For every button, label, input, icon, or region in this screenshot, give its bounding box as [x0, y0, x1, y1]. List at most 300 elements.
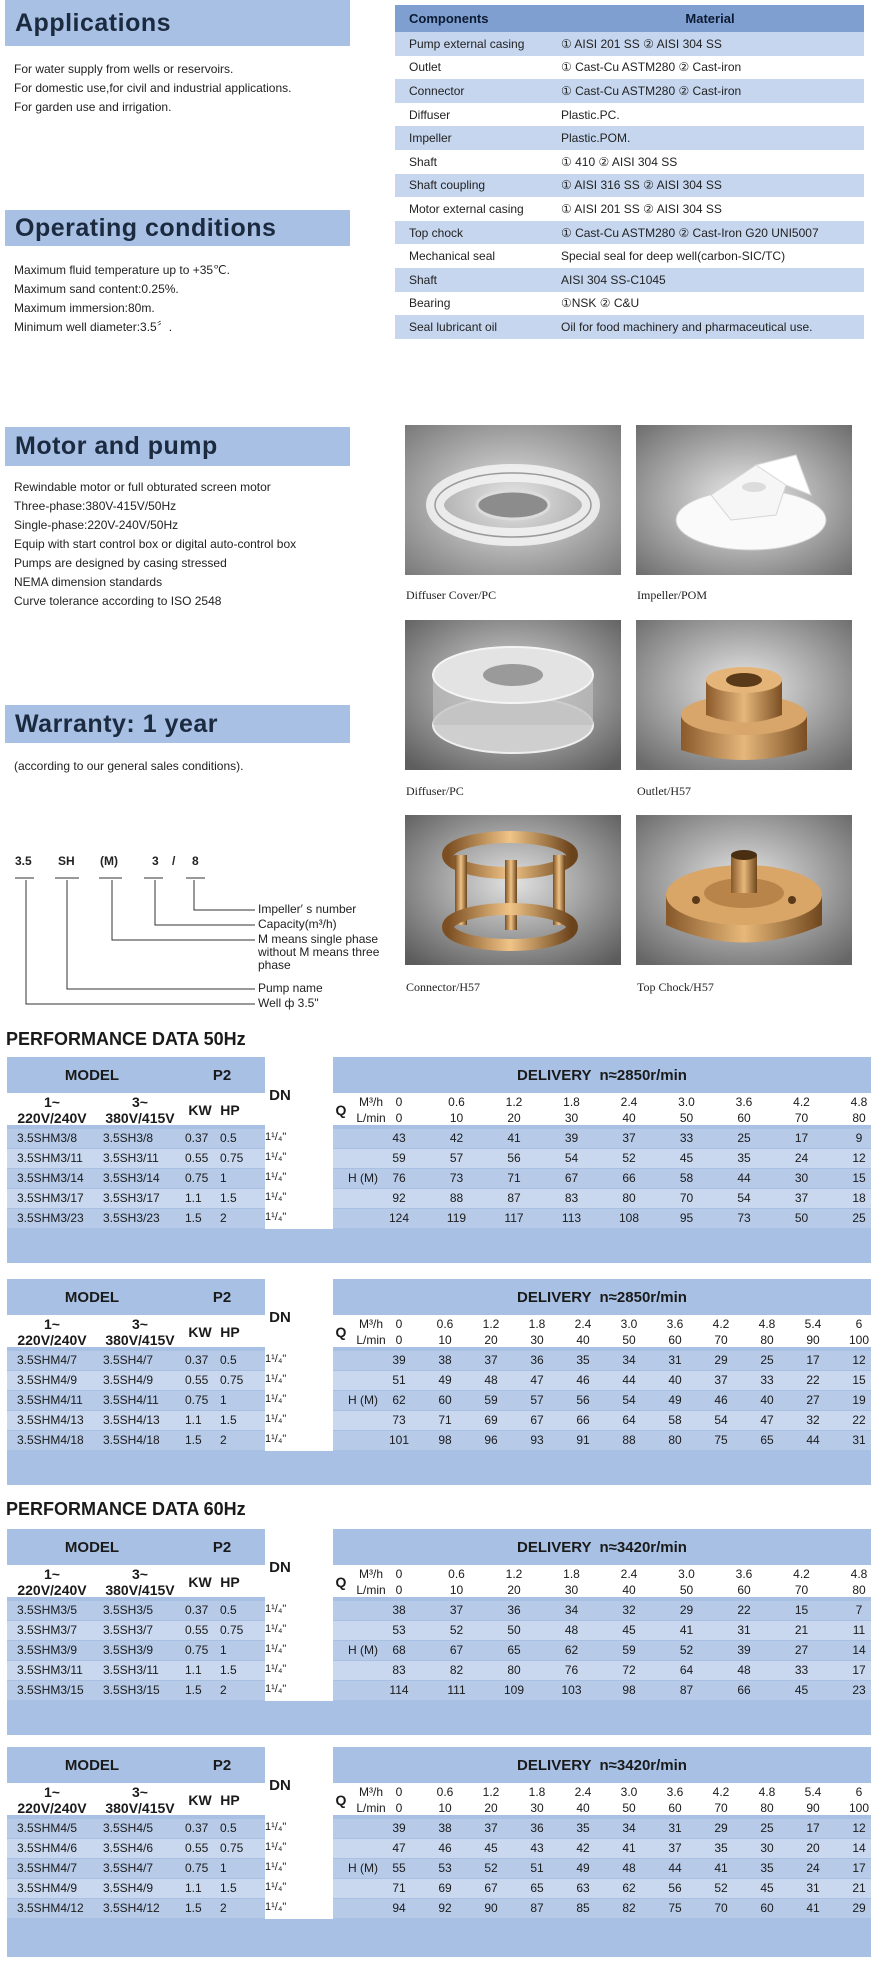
head-value: 38: [438, 1821, 452, 1835]
dn-value: 1¹/₄": [265, 1151, 287, 1163]
q-lmin-value: 90: [806, 1333, 820, 1347]
q-lmin-value: 50: [622, 1801, 636, 1815]
q-lmin-value: 30: [530, 1333, 544, 1347]
components-row: [395, 103, 864, 127]
head-value: 64: [622, 1413, 636, 1427]
head-value: 54: [714, 1413, 728, 1427]
head-value: 41: [622, 1841, 636, 1855]
head-value: 31: [806, 1881, 820, 1895]
kw-label: KW: [188, 1792, 212, 1808]
photo-caption: Impeller/POM: [637, 588, 707, 602]
head-value: 15: [852, 1171, 866, 1185]
head-value: 44: [622, 1373, 636, 1387]
head-value: 48: [564, 1623, 579, 1637]
head-value: 19: [852, 1393, 866, 1407]
head-value: 25: [737, 1131, 751, 1145]
dn-value: 1¹/₄": [265, 1171, 287, 1183]
head-value: 67: [530, 1413, 544, 1427]
phase-3-label: 3~: [132, 1316, 148, 1332]
head-value: 49: [576, 1861, 590, 1875]
kw-value: 1.5: [185, 1901, 202, 1915]
voltage-3-label: 380V/415V: [105, 1332, 175, 1348]
q-lmin-value: 80: [852, 1111, 866, 1125]
q-m3h-value: 1.2: [482, 1317, 500, 1331]
kw-value: 0.55: [185, 1623, 209, 1637]
head-value: 37: [668, 1841, 682, 1855]
code-legend-phase: M means single phase: [258, 932, 379, 946]
components-row: [395, 150, 864, 174]
applications-title: Applications: [5, 0, 350, 46]
m3h-label: M³/h: [359, 1567, 383, 1581]
components-header: [395, 5, 864, 32]
components-row: [395, 244, 864, 268]
delivery-header: [333, 1289, 871, 1306]
q-m3h-value: 3.6: [735, 1567, 753, 1581]
head-value: 103: [561, 1683, 582, 1697]
q-m3h-value: 1.8: [563, 1095, 580, 1109]
head-value: 17: [806, 1821, 820, 1835]
head-value: 54: [622, 1393, 636, 1407]
head-value: 108: [618, 1211, 640, 1225]
hp-value: 2: [220, 1433, 227, 1447]
head-label: H (M): [348, 1643, 378, 1657]
q-lmin-value: 80: [760, 1333, 774, 1347]
head-value: 25: [760, 1821, 774, 1835]
head-value: 52: [679, 1643, 694, 1657]
q-m3h-value: 4.2: [712, 1785, 730, 1799]
performance-table: [7, 1747, 871, 1957]
head-value: 30: [794, 1171, 809, 1185]
model-header: MODEL: [64, 1757, 120, 1774]
head-value: 18: [852, 1191, 866, 1205]
head-value: 62: [564, 1643, 579, 1657]
head-value: 22: [737, 1603, 751, 1617]
head-value: 69: [484, 1413, 498, 1427]
head-value: 71: [392, 1881, 406, 1895]
outlet-photo: [636, 620, 852, 770]
head-value: 111: [447, 1683, 466, 1697]
head-value: 66: [576, 1413, 590, 1427]
model-three-phase: 3.5SH4/12: [103, 1901, 160, 1915]
head-value: 35: [714, 1841, 728, 1855]
voltage-1-label: 220V/240V: [17, 1582, 87, 1598]
q-m3h-value: 0: [395, 1095, 403, 1109]
component-material: Special seal for deep well(carbon-SIC/TC): [561, 249, 786, 264]
q-lmin-value: 20: [507, 1111, 521, 1125]
dn-header: DN: [269, 1087, 291, 1104]
kw-value: 0.55: [185, 1151, 209, 1165]
performance-table: [7, 1529, 871, 1735]
q-lmin-value: 100: [848, 1801, 870, 1815]
model-three-phase: 3.5SH4/11: [103, 1393, 159, 1407]
code-part-phase: (M): [100, 854, 118, 868]
q-lmin-value: 70: [714, 1333, 728, 1347]
warranty-title: Warranty: 1 year: [5, 705, 350, 743]
connector-photo: [405, 815, 621, 965]
hp-value: 2: [220, 1211, 227, 1225]
head-value: 56: [668, 1881, 682, 1895]
q-m3h-value: 0: [395, 1785, 403, 1799]
head-value: 54: [737, 1191, 751, 1205]
model-three-phase: 3.5SH3/14: [103, 1171, 160, 1185]
code-part-impeller: 8: [192, 854, 199, 868]
q-lmin-value: 40: [622, 1111, 636, 1125]
phase-3-label: 3~: [132, 1784, 148, 1800]
head-value: 33: [760, 1373, 774, 1387]
head-value: 48: [484, 1373, 498, 1387]
components-header-label: Components: [409, 11, 489, 26]
head-value: 73: [737, 1211, 751, 1225]
head-value: 73: [449, 1171, 464, 1185]
head-value: 49: [438, 1373, 452, 1387]
q-lmin-value: 70: [794, 1583, 809, 1597]
head-value: 39: [392, 1821, 406, 1835]
q-m3h-value: 3.0: [620, 1785, 638, 1799]
q-m3h-value: 3.6: [666, 1785, 684, 1799]
kw-label: KW: [188, 1102, 212, 1118]
component-name: Bearing: [409, 296, 451, 311]
head-value: 29: [852, 1901, 866, 1915]
kw-label: KW: [188, 1574, 212, 1590]
voltage-1-label: 220V/240V: [17, 1800, 87, 1816]
q-m3h-value: 6: [855, 1317, 863, 1331]
head-value: 17: [806, 1353, 820, 1367]
model-single-phase: 3.5SHM3/15: [17, 1683, 84, 1697]
q-lmin-value: 60: [737, 1111, 751, 1125]
head-value: 45: [484, 1841, 498, 1855]
model-three-phase: 3.5SH3/5: [103, 1603, 154, 1617]
motor-line: Equip with start control box or digital auto-control box: [14, 537, 297, 551]
component-name: Outlet: [409, 60, 442, 75]
phase-1-label: 1~: [44, 1566, 60, 1582]
q-m3h-value: 4.2: [793, 1095, 810, 1109]
head-value: 95: [679, 1211, 694, 1225]
code-legend-capacity: Capacity(m³/h): [258, 917, 337, 931]
q-lmin-value: 50: [679, 1583, 694, 1597]
head-value: 52: [622, 1151, 636, 1165]
dn-value: 1¹/₄": [265, 1433, 287, 1445]
operating-line: Maximum immersion:80m.: [14, 301, 155, 315]
q-m3h-value: 1.8: [563, 1567, 580, 1581]
hp-value: 0.5: [220, 1353, 237, 1367]
head-value: 17: [852, 1861, 866, 1875]
code-part-well: 3.5: [15, 854, 32, 868]
dn-value: 1¹/₄": [265, 1861, 287, 1873]
motor-title: Motor and pump: [5, 427, 350, 466]
components-row: [395, 174, 864, 198]
q-lmin-value: 40: [576, 1333, 590, 1347]
lmin-label: L/min: [356, 1333, 386, 1347]
head-value: 43: [530, 1841, 544, 1855]
model-single-phase: 3.5SHM4/6: [17, 1841, 78, 1855]
kw-value: 0.75: [185, 1171, 209, 1185]
head-value: 53: [392, 1623, 406, 1637]
head-value: 29: [679, 1603, 694, 1617]
q-m3h-value: 5.4: [804, 1317, 822, 1331]
kw-value: 1.1: [185, 1663, 202, 1677]
head-value: 63: [576, 1881, 590, 1895]
head-value: 41: [507, 1131, 521, 1145]
q-m3h-value: 2.4: [574, 1785, 592, 1799]
q-lmin-value: 30: [530, 1801, 544, 1815]
head-value: 109: [503, 1683, 525, 1697]
model-single-phase: 3.5SHM4/9: [17, 1373, 78, 1387]
model-three-phase: 3.5SH3/8: [103, 1131, 154, 1145]
head-value: 14: [852, 1841, 866, 1855]
performance-table: [7, 1057, 871, 1263]
head-value: 29: [714, 1821, 728, 1835]
head-value: 44: [668, 1861, 682, 1875]
q-m3h-value: 4.2: [793, 1567, 810, 1581]
q-lmin-value: 10: [438, 1801, 452, 1815]
head-value: 58: [668, 1413, 682, 1427]
q-lmin-value: 20: [507, 1583, 521, 1597]
head-value: 44: [806, 1433, 820, 1447]
code-part-name: SH: [58, 854, 75, 868]
hp-value: 1: [220, 1861, 227, 1875]
component-material: ①NSK ② C&U: [561, 296, 640, 311]
head-value: 12: [852, 1821, 866, 1835]
kw-label: KW: [188, 1324, 212, 1340]
model-three-phase: 3.5SH4/7: [103, 1861, 154, 1875]
delivery-speed: n≈2850r/min: [599, 1067, 687, 1084]
hp-value: 0.5: [220, 1821, 237, 1835]
operating-line: Minimum well diameter:3.5〞.: [14, 320, 173, 334]
performance-60hz-title: PERFORMANCE DATA 60Hz: [6, 1499, 246, 1519]
head-value: 37: [449, 1603, 464, 1617]
model-three-phase: 3.5SH3/11: [103, 1151, 159, 1165]
head-value: 37: [484, 1821, 498, 1835]
model-header: MODEL: [64, 1289, 120, 1306]
head-value: 85: [576, 1901, 590, 1915]
head-label: H (M): [348, 1171, 378, 1185]
motor-line: Curve tolerance according to ISO 2548: [14, 594, 222, 608]
model-three-phase: 3.5SH3/15: [103, 1683, 160, 1697]
q-lmin-value: 0: [395, 1333, 403, 1347]
model-header: MODEL: [64, 1539, 120, 1556]
kw-value: 0.37: [185, 1131, 209, 1145]
head-value: 94: [392, 1901, 406, 1915]
head-value: 42: [576, 1841, 590, 1855]
head-value: 60: [760, 1901, 774, 1915]
phase-3-label: 3~: [132, 1566, 148, 1582]
head-value: 76: [392, 1171, 406, 1185]
head-value: 35: [576, 1821, 590, 1835]
q-label: Q: [335, 1574, 347, 1590]
model-single-phase: 3.5SHM4/13: [17, 1413, 84, 1427]
hp-value: 0.5: [220, 1603, 237, 1617]
head-value: 92: [392, 1191, 406, 1205]
hp-label: HP: [220, 1574, 240, 1590]
model-three-phase: 3.5SH4/9: [103, 1373, 154, 1387]
model-single-phase: 3.5SHM3/14: [17, 1171, 84, 1185]
head-value: 43: [392, 1131, 406, 1145]
head-value: 33: [794, 1663, 809, 1677]
head-value: 22: [852, 1413, 866, 1427]
dn-value: 1¹/₄": [265, 1413, 287, 1425]
dn-value: 1¹/₄": [265, 1841, 287, 1853]
head-value: 98: [622, 1683, 636, 1697]
head-value: 52: [449, 1623, 464, 1637]
kw-value: 0.55: [185, 1373, 209, 1387]
head-value: 45: [622, 1623, 636, 1637]
head-value: 62: [392, 1393, 406, 1407]
head-value: 46: [438, 1841, 452, 1855]
head-value: 35: [760, 1861, 774, 1875]
head-value: 82: [449, 1663, 464, 1677]
head-value: 22: [806, 1373, 820, 1387]
q-m3h-value: 2.4: [574, 1317, 592, 1331]
dn-value: 1¹/₄": [265, 1663, 287, 1675]
operating-text: [14, 261, 230, 337]
dn-header: DN: [269, 1309, 291, 1326]
q-m3h-value: 4.8: [850, 1095, 868, 1109]
hp-value: 0.75: [220, 1151, 244, 1165]
component-material: ① 410 ② AISI 304 SS: [561, 154, 678, 169]
head-value: 37: [794, 1191, 809, 1205]
head-value: 36: [507, 1603, 521, 1617]
q-m3h-value: 4.8: [758, 1317, 776, 1331]
head-value: 70: [679, 1191, 694, 1205]
head-value: 71: [438, 1413, 452, 1427]
head-value: 9: [855, 1131, 863, 1145]
components-row: [395, 221, 864, 245]
kw-value: 0.37: [185, 1353, 209, 1367]
motor-line: Three-phase:380V-415V/50Hz: [14, 499, 177, 513]
q-lmin-value: 50: [679, 1111, 694, 1125]
delivery-speed: n≈2850r/min: [599, 1289, 687, 1306]
p2-header: P2: [212, 1539, 232, 1556]
head-value: 41: [679, 1623, 694, 1637]
dn-value: 1¹/₄": [265, 1683, 287, 1695]
q-lmin-value: 60: [668, 1801, 682, 1815]
head-value: 52: [714, 1881, 728, 1895]
model-three-phase: 3.5SH3/9: [103, 1643, 154, 1657]
q-lmin-value: 0: [395, 1583, 403, 1597]
model-code-leader-lines: [0, 868, 260, 1008]
head-value: 50: [507, 1623, 521, 1637]
component-material: ① AISI 201 SS ② AISI 304 SS: [561, 201, 722, 216]
components-row: [395, 32, 864, 56]
model-single-phase: 3.5SHM4/18: [17, 1433, 84, 1447]
head-value: 67: [449, 1643, 464, 1657]
code-legend-pump-name: Pump name: [258, 981, 323, 995]
head-value: 36: [530, 1821, 544, 1835]
hp-label: HP: [220, 1102, 240, 1118]
head-value: 90: [484, 1901, 498, 1915]
head-value: 87: [679, 1683, 694, 1697]
dn-header: DN: [269, 1777, 291, 1794]
q-m3h-value: 4.8: [850, 1567, 868, 1581]
head-value: 27: [794, 1643, 809, 1657]
head-value: 93: [530, 1433, 544, 1447]
model-single-phase: 3.5SHM3/17: [17, 1191, 84, 1205]
head-value: 119: [446, 1211, 467, 1225]
kw-value: 1.5: [185, 1433, 202, 1447]
q-lmin-value: 60: [668, 1333, 682, 1347]
head-value: 38: [392, 1603, 406, 1617]
head-value: 48: [737, 1663, 751, 1677]
operating-line: Maximum sand content:0.25%.: [14, 282, 179, 296]
phase-3-label: 3~: [132, 1094, 148, 1110]
head-value: 69: [438, 1881, 452, 1895]
model-single-phase: 3.5SHM3/23: [17, 1211, 84, 1225]
head-value: 88: [622, 1433, 636, 1447]
head-value: 57: [530, 1393, 544, 1407]
head-value: 37: [714, 1373, 728, 1387]
applications-line: For water supply from wells or reservoirs.: [14, 62, 234, 76]
head-value: 68: [392, 1643, 406, 1657]
model-three-phase: 3.5SH3/11: [103, 1663, 159, 1677]
diffuser-cover-photo: [405, 425, 621, 575]
dn-value: 1¹/₄": [265, 1643, 287, 1655]
q-lmin-value: 80: [852, 1583, 866, 1597]
voltage-3-label: 380V/415V: [105, 1110, 175, 1126]
head-value: 114: [389, 1683, 409, 1697]
phase-1-label: 1~: [44, 1316, 60, 1332]
m3h-label: M³/h: [359, 1317, 383, 1331]
component-name: Seal lubricant oil: [409, 319, 498, 334]
kw-value: 0.75: [185, 1643, 209, 1657]
head-value: 31: [668, 1353, 682, 1367]
components-row: [395, 126, 864, 150]
head-value: 80: [507, 1663, 521, 1677]
head-value: 21: [794, 1623, 809, 1637]
head-value: 75: [714, 1433, 728, 1447]
components-row: [395, 197, 864, 221]
component-material: ① AISI 201 SS ② AISI 304 SS: [561, 36, 722, 51]
head-value: 24: [806, 1861, 820, 1875]
component-name: Mechanical seal: [409, 249, 496, 264]
phase-1-label: 1~: [44, 1094, 60, 1110]
dn-column-bg: [265, 1279, 333, 1451]
q-m3h-value: 3.0: [678, 1567, 695, 1581]
m3h-label: M³/h: [359, 1785, 383, 1799]
head-value: 51: [392, 1373, 406, 1387]
head-value: 44: [737, 1171, 751, 1185]
component-material: ① Cast-Cu ASTM280 ② Cast-iron: [561, 60, 742, 75]
kw-value: 1.5: [185, 1683, 202, 1697]
dn-value: 1¹/₄": [265, 1353, 287, 1365]
model-three-phase: 3.5SH4/13: [103, 1413, 160, 1427]
applications-line: For garden use and irrigation.: [14, 100, 172, 114]
voltage-1-label: 220V/240V: [17, 1332, 87, 1348]
q-lmin-value: 70: [714, 1801, 728, 1815]
head-value: 59: [622, 1643, 636, 1657]
head-value: 51: [530, 1861, 544, 1875]
hp-value: 0.75: [220, 1841, 244, 1855]
q-m3h-value: 4.8: [758, 1785, 776, 1799]
q-lmin-value: 70: [794, 1111, 809, 1125]
head-value: 46: [576, 1373, 590, 1387]
head-value: 41: [714, 1861, 728, 1875]
head-value: 37: [622, 1131, 636, 1145]
kw-value: 0.75: [185, 1393, 209, 1407]
model-single-phase: 3.5SHM4/12: [17, 1901, 84, 1915]
dn-value: 1¹/₄": [265, 1821, 287, 1833]
q-m3h-value: 1.2: [505, 1095, 523, 1109]
q-m3h-value: 0.6: [448, 1567, 465, 1581]
model-three-phase: 3.5SH4/9: [103, 1881, 154, 1895]
head-value: 40: [668, 1373, 682, 1387]
head-value: 75: [668, 1901, 682, 1915]
dn-value: 1¹/₄": [265, 1191, 287, 1203]
head-value: 96: [484, 1433, 498, 1447]
motor-line: Rewindable motor or full obturated screen motor: [14, 480, 271, 494]
head-value: 71: [507, 1171, 521, 1185]
head-value: 87: [507, 1191, 521, 1205]
hp-value: 1: [220, 1171, 227, 1185]
